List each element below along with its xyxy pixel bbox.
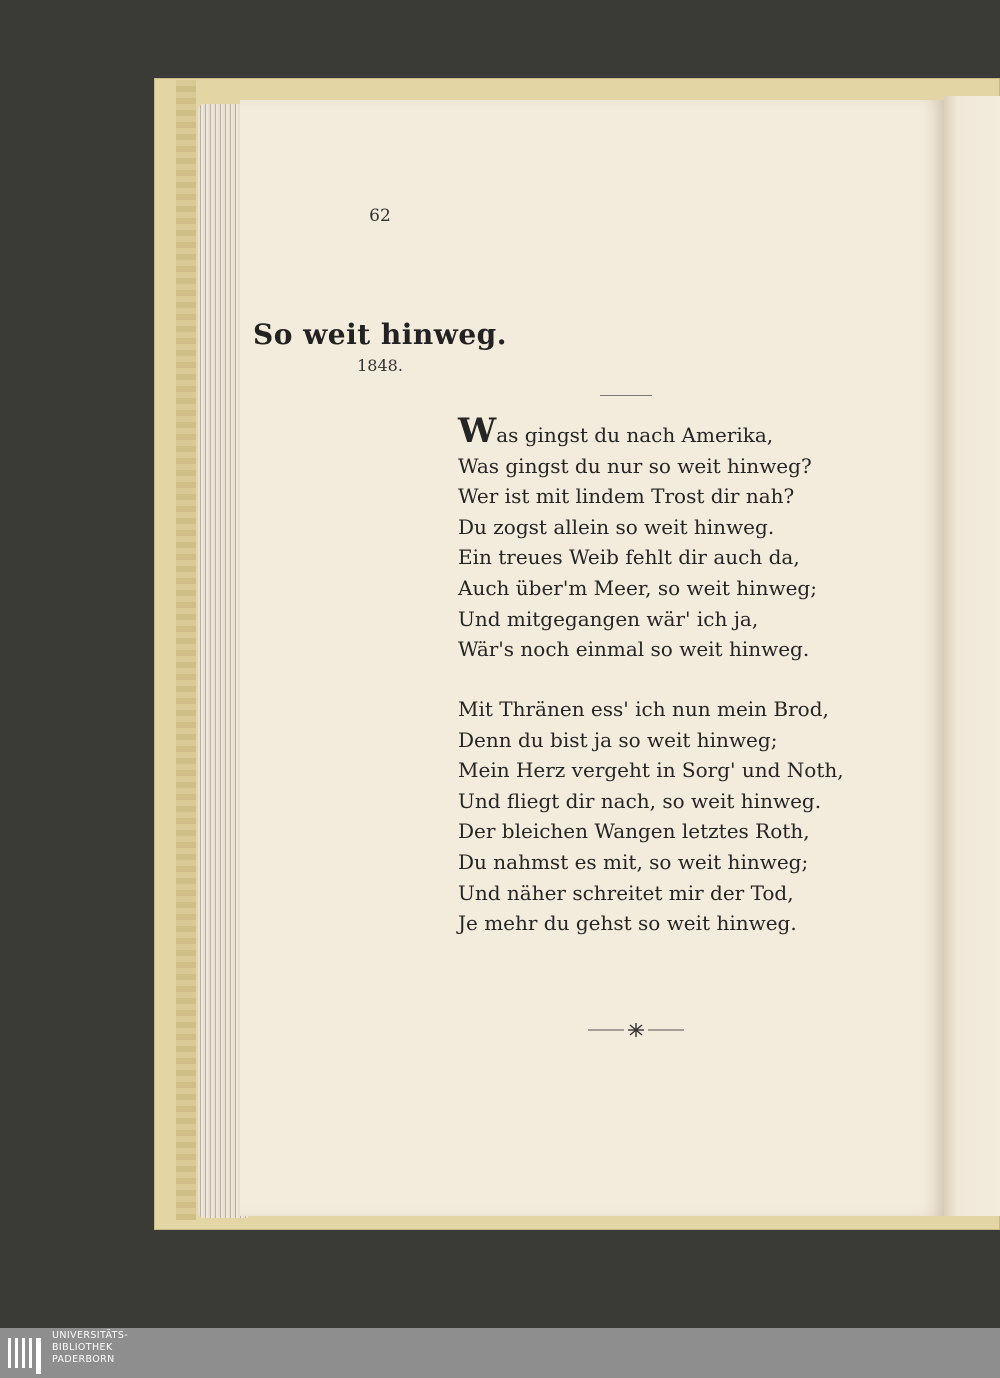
- poem-line: [458, 411, 817, 451]
- logo-line: PADERBORN: [52, 1354, 115, 1365]
- end-ornament-icon: [588, 1020, 684, 1040]
- poem-line: Und fliegt dir nach, so weit hinweg.: [458, 788, 822, 813]
- page-number: 62: [369, 206, 391, 226]
- poem-line: Du nahmst es mit, so weit hinweg;: [458, 849, 809, 874]
- poem-line: Mit Thränen ess' ich nun mein Brod,: [458, 697, 829, 721]
- poem-line: Du zogst allein so weit hinweg.: [458, 514, 775, 539]
- library-bars-icon: [6, 1332, 46, 1374]
- poem-line: Mein Herz vergeht in Sorg' und Noth,: [458, 758, 844, 783]
- drop-cap: W: [458, 411, 497, 451]
- cover-binding-strip: [176, 80, 196, 1220]
- poem-line-text: as gingst du nach Amerika,: [496, 423, 774, 447]
- library-logo-text: [52, 1330, 128, 1366]
- stanza-2: [458, 694, 844, 939]
- facing-page: [944, 96, 1000, 1216]
- poem-line: Was gingst du nur so weit hinweg?: [458, 453, 812, 478]
- poem-year: 1848.: [357, 356, 403, 375]
- poem-line: Und mitgegangen wär' ich ja,: [458, 606, 759, 631]
- footer-bar: [0, 1328, 1000, 1378]
- poem-line: Denn du bist ja so weit hinweg;: [458, 727, 778, 752]
- logo-line: BIBLIOTHEK: [52, 1342, 113, 1353]
- poem-title: So weit hinweg.: [253, 318, 507, 351]
- poem-line: Auch über'm Meer, so weit hinweg;: [458, 575, 817, 600]
- poem-line: Der bleichen Wangen letztes Roth,: [458, 819, 810, 844]
- poem-line: Und näher schreitet mir der Tod,: [458, 880, 794, 905]
- poem-line: Ein treues Weib fehlt dir auch da,: [458, 545, 800, 570]
- poem-line: Wär's noch einmal so weit hinweg.: [458, 637, 810, 662]
- title-divider: [600, 395, 652, 396]
- poem-line: Wer ist mit lindem Trost dir nah?: [458, 484, 795, 509]
- logo-line: UNIVERSITÄTS-: [52, 1330, 129, 1341]
- poem-line: Je mehr du gehst so weit hinweg.: [458, 911, 797, 936]
- stanza-1: [458, 411, 817, 665]
